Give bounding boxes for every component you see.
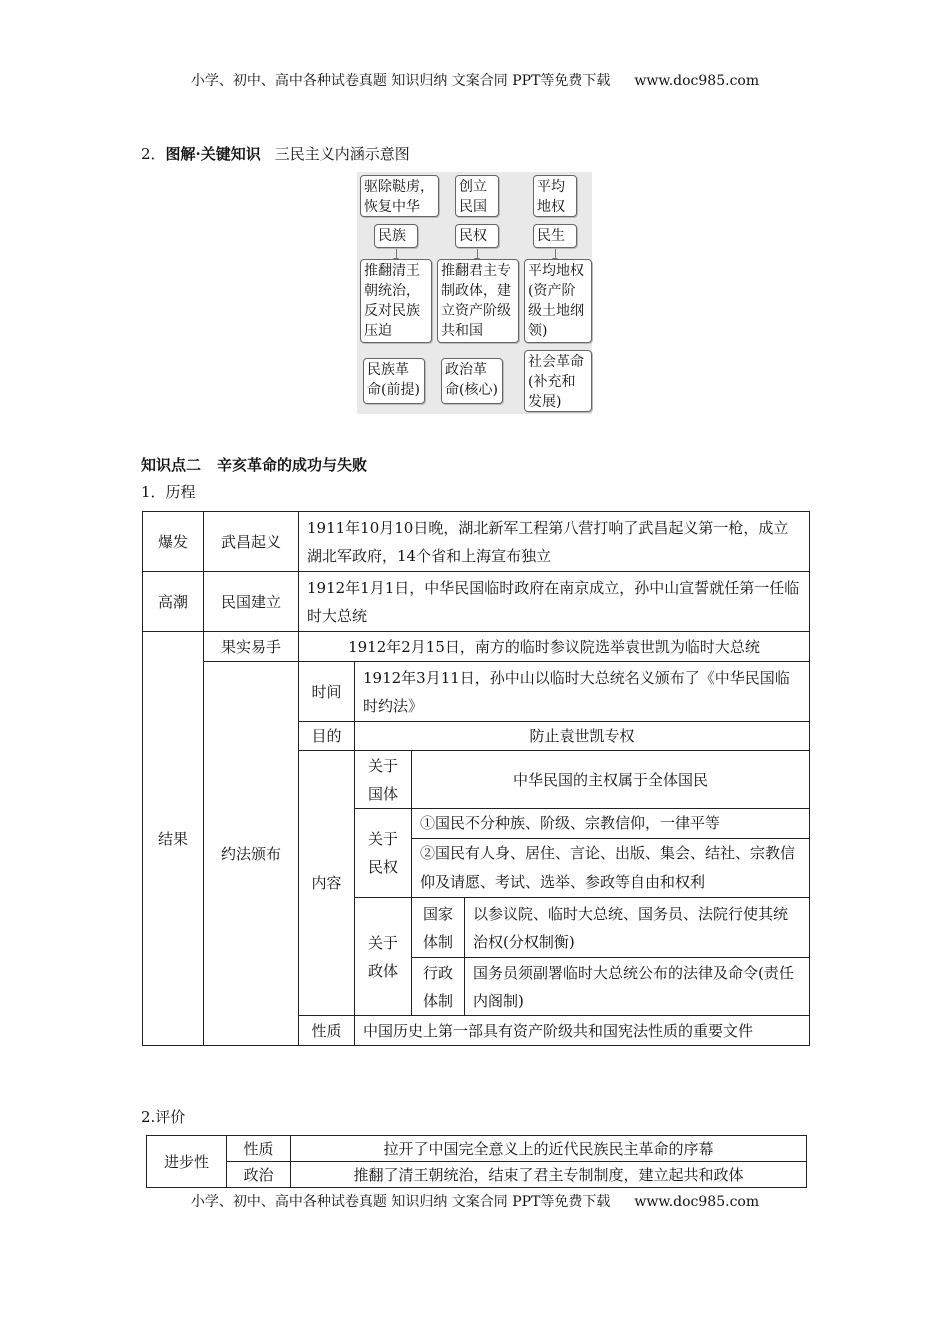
event-cell: 武昌起义: [204, 512, 299, 572]
diagram-heading-label: 图解·关键知识: [165, 145, 261, 163]
subsublabel-cell: 行政体制: [412, 958, 465, 1016]
event-cell: 约法颁布: [204, 662, 299, 1046]
desc-cell: 中华民国的主权属于全体国民: [412, 751, 810, 809]
knowledge-point-heading: [141, 454, 367, 475]
footer-site[interactable]: www.doc985.com: [634, 1194, 760, 1210]
label-cell: 性质: [227, 1136, 291, 1162]
diagram-content-box-3: 平均地权(资产阶级土地纲领): [524, 259, 592, 343]
diagram-arrow-3: [555, 249, 556, 259]
diagram-label-nationalism: 民族: [374, 224, 418, 248]
phase-cell: 爆发: [143, 512, 204, 572]
phase-cell: 高潮: [143, 572, 204, 632]
table-row: [147, 1136, 807, 1162]
label-cell: 目的: [299, 722, 355, 751]
page-footer: [0, 1191, 950, 1211]
category-cell: 进步性: [147, 1136, 227, 1188]
subsublabel-cell: 国家体制: [412, 898, 465, 958]
desc-cell: 中国历史上第一部具有资产阶级共和国宪法性质的重要文件: [355, 1016, 810, 1046]
diagram-arrow-1: [396, 249, 397, 259]
diagram-bottom-box-3: 社会革命(补充和发展): [524, 350, 592, 412]
header-text: 小学、初中、高中各种试卷真题 知识归纳 文案合同 PPT等免费下载: [190, 73, 611, 89]
table-row-time: [143, 662, 810, 722]
event-cell: 民国建立: [204, 572, 299, 632]
diagram-top-box-3: 平均地权: [533, 175, 577, 217]
diagram-top-box-1: 驱除鞑虏，恢复中华: [360, 175, 439, 217]
diagram-bottom-box-1: 民族革命(前提): [363, 358, 425, 404]
diagram-content-box-2: 推翻君主专制政体，建立资产阶级共和国: [437, 259, 519, 343]
label-cell: 政治: [227, 1162, 291, 1188]
diagram-content-box-1: 推翻清王朝统治，反对民族压迫: [360, 259, 432, 343]
subsection-evaluation: 2.评价: [141, 1108, 186, 1126]
label-cell: 时间: [299, 662, 355, 722]
table-row-fruit: [143, 632, 810, 662]
header-site[interactable]: www.doc985.com: [634, 73, 760, 89]
table-row: [147, 1162, 807, 1188]
diagram-top-box-2: 创立民国: [455, 175, 499, 217]
diagram-title: 三民主义内涵示意图: [274, 145, 410, 163]
desc-cell: 拉开了中国完全意义上的近代民族民主革命的序幕: [291, 1136, 807, 1162]
desc-cell: 1912年1月1日，中华民国临时政府在南京成立，孙中山宣誓就任第一任临时大总统: [299, 572, 810, 632]
footer-text: 小学、初中、高中各种试卷真题 知识归纳 文案合同 PPT等免费下载: [190, 1194, 611, 1210]
knowledge-point-label: 知识点二: [141, 456, 202, 474]
diagram-bottom-box-2: 政治革命(核心): [441, 358, 503, 404]
desc-cell: 1912年3月11日，孙中山以临时大总统名义颁布了《中华民国临时约法》: [355, 662, 810, 722]
desc-cell: ①国民不分种族、阶级、宗教信仰，一律平等: [412, 809, 810, 839]
sublabel-cell: 关于政体: [355, 898, 412, 1016]
table-row-climax: [143, 572, 810, 632]
label-cell: 性质: [299, 1016, 355, 1046]
phase-cell: 结果: [143, 632, 204, 1046]
sublabel-cell: 关于民权: [355, 809, 412, 898]
label-cell: 内容: [299, 751, 355, 1016]
process-table: [142, 511, 810, 1046]
diagram-label-democracy: 民权: [455, 224, 499, 248]
table-row-outbreak: [143, 512, 810, 572]
sublabel-cell: 关于国体: [355, 751, 412, 809]
knowledge-point-title: 辛亥革命的成功与失败: [217, 456, 368, 474]
diagram-heading: [141, 143, 410, 164]
desc-cell: 1912年2月15日，南方的临时参议院选举袁世凯为临时大总统: [299, 632, 810, 662]
desc-cell: ②国民有人身、居住、言论、出版、集会、结社、宗教信仰及请愿、考试、选举、参政等自由和权利: [412, 839, 810, 898]
desc-cell: 防止袁世凯专权: [355, 722, 810, 751]
diagram-heading-number: 2．: [141, 145, 166, 163]
desc-cell: 1911年10月10日晚，湖北新军工程第八营打响了武昌起义第一枪，成立湖北军政府，14个省和上海宣布独立: [299, 512, 810, 572]
subsection-process: 1．历程: [141, 483, 196, 501]
diagram-label-livelihood: 民生: [533, 224, 577, 248]
event-cell: 果实易手: [204, 632, 299, 662]
page-header: [0, 70, 950, 90]
desc-cell: 国务员须副署临时大总统公布的法律及命令(责任内阁制): [465, 958, 810, 1016]
desc-cell: 以参议院、临时大总统、国务员、法院行使其统治权(分权制衡): [465, 898, 810, 958]
three-principles-diagram: [357, 172, 592, 414]
diagram-arrow-2: [477, 249, 478, 259]
desc-cell: 推翻了清王朝统治，结束了君主专制制度，建立起共和政体: [291, 1162, 807, 1188]
evaluation-table: [146, 1135, 807, 1188]
